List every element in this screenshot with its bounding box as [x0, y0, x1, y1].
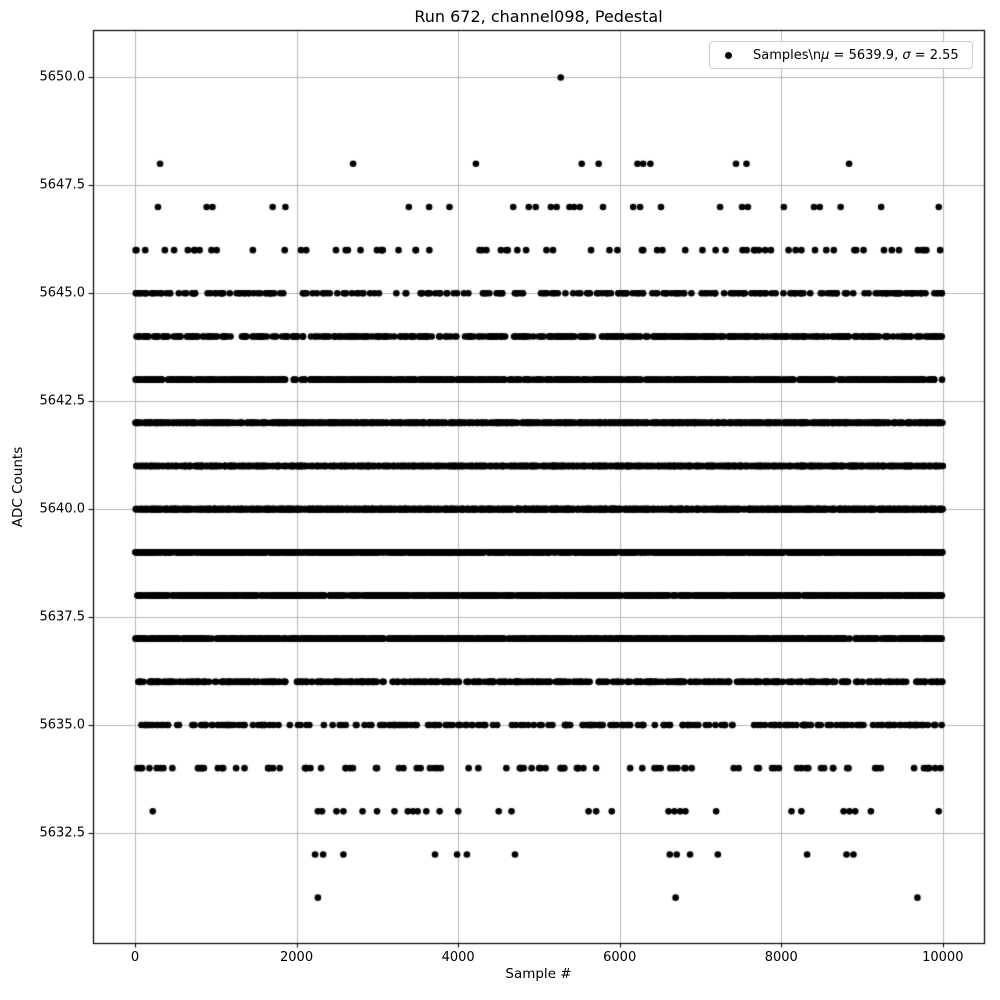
- x-tick-label: 6000: [603, 950, 637, 965]
- y-tick-label: 5640.0: [39, 501, 85, 517]
- y-tick-label: 5642.5: [39, 393, 85, 409]
- y-tick-label: 5637.5: [39, 609, 85, 625]
- y-tick-label: 5650.0: [39, 69, 85, 85]
- legend-marker-icon: [725, 52, 732, 59]
- x-tick-label: 8000: [764, 950, 798, 965]
- y-tick-label: 5632.5: [39, 825, 85, 841]
- y-tick-label: 5635.0: [39, 717, 85, 733]
- x-tick-label: 10000: [922, 950, 964, 965]
- x-tick-label: 4000: [441, 950, 475, 965]
- x-axis-label: Sample #: [505, 966, 572, 982]
- y-tick-label: 5647.5: [39, 177, 85, 193]
- legend: [709, 41, 973, 69]
- x-tick-label: 0: [130, 950, 140, 965]
- x-tick-label: 2000: [280, 950, 314, 965]
- chart-title: Run 672, channel098, Pedestal: [414, 7, 663, 26]
- legend-label: Samples\nμ = 5639.9, σ = 2.55: [753, 47, 959, 63]
- y-axis-label: ADC Counts: [10, 446, 26, 528]
- y-tick-label: 5645.0: [39, 285, 85, 301]
